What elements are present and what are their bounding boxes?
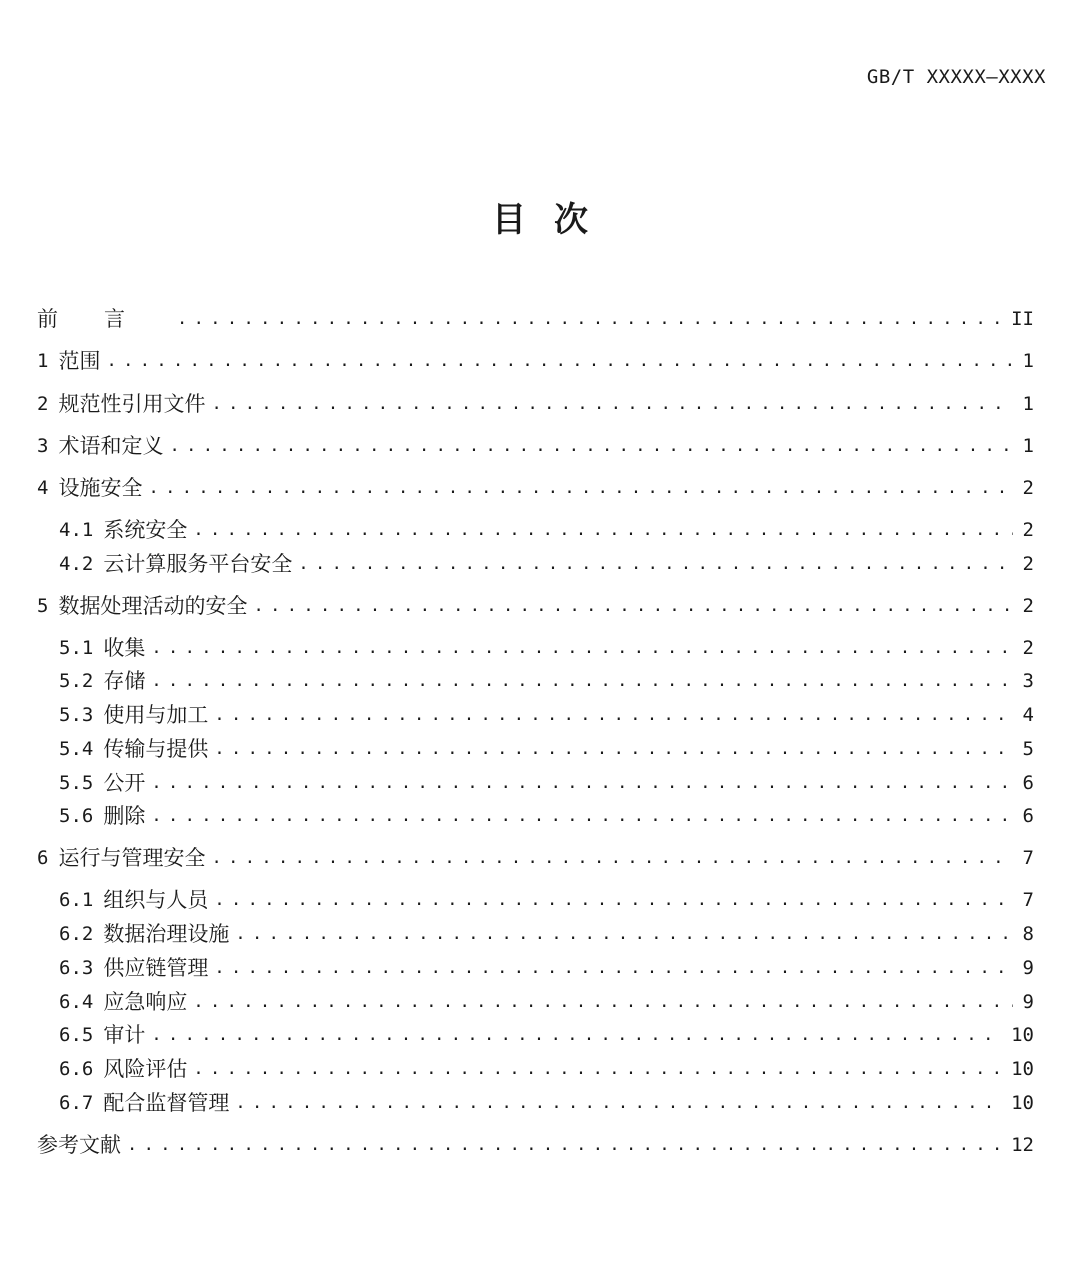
toc-entry-number: 2 bbox=[37, 393, 49, 415]
toc-entry[interactable] bbox=[0, 1082, 1080, 1116]
toc-dot-leader bbox=[235, 1090, 1001, 1116]
toc-entry-label: 系统安全 bbox=[103, 518, 188, 542]
toc-entry-heading bbox=[0, 921, 229, 947]
toc-page-number: 4 bbox=[1022, 704, 1034, 726]
toc-entry-heading bbox=[0, 635, 145, 661]
toc-page-number: 10 bbox=[1011, 1092, 1034, 1114]
toc-entry[interactable] bbox=[0, 627, 1080, 661]
toc-dot-leader bbox=[214, 955, 1012, 981]
toc-entry-heading bbox=[0, 1090, 229, 1116]
toc-dot-leader bbox=[151, 803, 1012, 829]
toc-entry-label: 前言 bbox=[37, 307, 171, 331]
toc-dot-leader bbox=[151, 635, 1012, 661]
toc-entry-label: 公开 bbox=[103, 771, 146, 795]
toc-entry[interactable] bbox=[0, 947, 1080, 981]
toc-entry-label: 设施安全 bbox=[58, 476, 143, 500]
toc-entry-label: 审计 bbox=[103, 1023, 146, 1047]
toc-page-number: 10 bbox=[1011, 1024, 1034, 1046]
toc-dot-leader bbox=[151, 1022, 1001, 1048]
toc-page-number: 9 bbox=[1022, 957, 1034, 979]
toc-page-number: 2 bbox=[1022, 595, 1034, 617]
toc-entry-heading bbox=[0, 803, 145, 829]
toc-entry[interactable] bbox=[0, 1014, 1080, 1048]
toc-entry-label: 配合监督管理 bbox=[103, 1091, 230, 1115]
toc-entry[interactable] bbox=[0, 298, 1080, 332]
toc-entry-label: 云计算服务平台安全 bbox=[103, 552, 293, 576]
toc-entry-number: 6 bbox=[37, 847, 49, 869]
toc-dot-leader bbox=[148, 475, 1012, 501]
toc-entry[interactable] bbox=[0, 660, 1080, 694]
toc-dot-leader bbox=[214, 702, 1012, 728]
toc-page-number: 6 bbox=[1022, 805, 1034, 827]
toc-entry-heading bbox=[0, 989, 187, 1015]
toc-page-number: 7 bbox=[1022, 847, 1034, 869]
toc-dot-leader bbox=[169, 433, 1012, 459]
toc-entry-heading bbox=[0, 1132, 121, 1158]
toc-entry[interactable] bbox=[0, 585, 1080, 619]
toc-entry-number: 6.2 bbox=[59, 923, 94, 945]
toc-entry-label: 删除 bbox=[103, 804, 146, 828]
toc-dot-leader bbox=[214, 736, 1012, 762]
toc-entry-heading bbox=[0, 593, 247, 619]
toc-entry-number: 5 bbox=[37, 595, 49, 617]
toc-entry-heading bbox=[0, 433, 163, 459]
toc-dot-leader bbox=[151, 770, 1012, 796]
toc-entry-label: 运行与管理安全 bbox=[58, 846, 206, 870]
toc-page-number: 2 bbox=[1022, 477, 1034, 499]
toc-page-number: 8 bbox=[1022, 923, 1034, 945]
toc-entry-label: 存储 bbox=[103, 669, 146, 693]
toc-entry-number: 6.3 bbox=[59, 957, 94, 979]
toc-entry-label: 数据处理活动的安全 bbox=[58, 594, 248, 618]
toc-entry[interactable] bbox=[0, 383, 1080, 417]
toc-page-number: 1 bbox=[1022, 350, 1034, 372]
toc-dot-leader bbox=[211, 845, 1012, 871]
toc-dot-leader bbox=[193, 989, 1012, 1015]
toc-entry[interactable] bbox=[0, 981, 1080, 1015]
toc-entry[interactable] bbox=[0, 795, 1080, 829]
toc-entry[interactable] bbox=[0, 509, 1080, 543]
toc-dot-leader bbox=[253, 593, 1012, 619]
toc-entry-heading bbox=[0, 955, 208, 981]
toc-entry[interactable] bbox=[0, 879, 1080, 913]
toc-dot-leader bbox=[298, 551, 1012, 577]
toc-entry-label: 应急响应 bbox=[103, 990, 188, 1014]
toc-entry-number: 5.4 bbox=[59, 738, 94, 760]
toc-page-number: 5 bbox=[1022, 738, 1034, 760]
toc-entry-heading bbox=[0, 668, 145, 694]
document-id: GB/T XXXXX—XXXX bbox=[866, 66, 1046, 88]
toc-entry-number: 4.2 bbox=[59, 553, 94, 575]
toc-page-number: II bbox=[1011, 308, 1034, 330]
toc-page-number: 1 bbox=[1022, 435, 1034, 457]
toc-page-number: 9 bbox=[1022, 991, 1034, 1013]
toc-entry-label: 供应链管理 bbox=[103, 956, 209, 980]
toc-entry-heading bbox=[0, 736, 208, 762]
toc-title: 目次 bbox=[492, 200, 616, 240]
toc-entry-label: 术语和定义 bbox=[58, 434, 164, 458]
toc-entry[interactable] bbox=[0, 913, 1080, 947]
toc-entry[interactable] bbox=[0, 340, 1080, 374]
toc-entry-label: 范围 bbox=[58, 349, 101, 373]
toc-entry-label: 组织与人员 bbox=[103, 888, 209, 912]
toc-entry-heading bbox=[0, 1056, 187, 1082]
toc-entry-heading bbox=[0, 306, 171, 332]
toc-entry-heading bbox=[0, 475, 142, 501]
toc-page-number: 3 bbox=[1022, 670, 1034, 692]
toc-page-number: 7 bbox=[1022, 889, 1034, 911]
toc-entry[interactable] bbox=[0, 1124, 1080, 1158]
toc-entry-heading bbox=[0, 887, 208, 913]
toc-page-number: 10 bbox=[1011, 1058, 1034, 1080]
toc-dot-leader bbox=[106, 348, 1012, 374]
toc-entry-heading bbox=[0, 348, 100, 374]
toc-entry-label: 传输与提供 bbox=[103, 737, 209, 761]
toc-dot-leader bbox=[235, 921, 1012, 947]
toc-entry[interactable] bbox=[0, 425, 1080, 459]
toc-entry-heading bbox=[0, 770, 145, 796]
toc-entry-number: 5.5 bbox=[59, 772, 94, 794]
toc-entry[interactable] bbox=[0, 543, 1080, 577]
toc-entry[interactable] bbox=[0, 467, 1080, 501]
toc-entry[interactable] bbox=[0, 694, 1080, 728]
toc-entry-number: 4 bbox=[37, 477, 49, 499]
toc-page-number: 2 bbox=[1022, 553, 1034, 575]
toc-entry-label: 参考文献 bbox=[37, 1133, 121, 1157]
toc-dot-leader bbox=[127, 1132, 1001, 1158]
toc-entry-heading bbox=[0, 517, 187, 543]
toc-entry-number: 6.7 bbox=[59, 1092, 94, 1114]
toc-entry-number: 6.5 bbox=[59, 1024, 94, 1046]
toc-entry-label: 使用与加工 bbox=[103, 703, 209, 727]
toc-entry-label: 风险评估 bbox=[103, 1057, 188, 1081]
toc-entry-number: 5.2 bbox=[59, 670, 94, 692]
toc-entry-number: 1 bbox=[37, 350, 49, 372]
toc-entry[interactable] bbox=[0, 1048, 1080, 1082]
toc-entry-number: 4.1 bbox=[59, 519, 94, 541]
toc-entry-number: 3 bbox=[37, 435, 49, 457]
toc-entry-number: 5.3 bbox=[59, 704, 94, 726]
toc-entry-number: 6.6 bbox=[59, 1058, 94, 1080]
toc-entry-number: 6.4 bbox=[59, 991, 94, 1013]
toc-entry-number: 5.6 bbox=[59, 805, 94, 827]
toc-page-number: 1 bbox=[1022, 393, 1034, 415]
toc-entry-label: 收集 bbox=[103, 636, 146, 660]
toc-page-number: 2 bbox=[1022, 519, 1034, 541]
toc-entry[interactable] bbox=[0, 762, 1080, 796]
toc-entry-label: 规范性引用文件 bbox=[58, 392, 206, 416]
toc-dot-leader bbox=[151, 668, 1012, 694]
toc-entry-label: 数据治理设施 bbox=[103, 922, 230, 946]
toc-dot-leader bbox=[193, 517, 1012, 543]
toc-entry-number: 5.1 bbox=[59, 637, 94, 659]
toc-dot-leader bbox=[177, 306, 1001, 332]
toc-dot-leader bbox=[193, 1056, 1001, 1082]
toc-dot-leader bbox=[214, 887, 1012, 913]
toc-entry-heading bbox=[0, 391, 205, 417]
toc-page-number: 6 bbox=[1022, 772, 1034, 794]
toc-entry[interactable] bbox=[0, 728, 1080, 762]
toc-page-number: 2 bbox=[1022, 637, 1034, 659]
toc-entry-heading bbox=[0, 551, 292, 577]
toc-page-number: 12 bbox=[1011, 1134, 1034, 1156]
toc-entry[interactable] bbox=[0, 837, 1080, 871]
toc-dot-leader bbox=[211, 391, 1012, 417]
toc-entry-heading bbox=[0, 1022, 145, 1048]
toc-entry-heading bbox=[0, 845, 205, 871]
toc-entry-heading bbox=[0, 702, 208, 728]
toc-entry-number: 6.1 bbox=[59, 889, 94, 911]
